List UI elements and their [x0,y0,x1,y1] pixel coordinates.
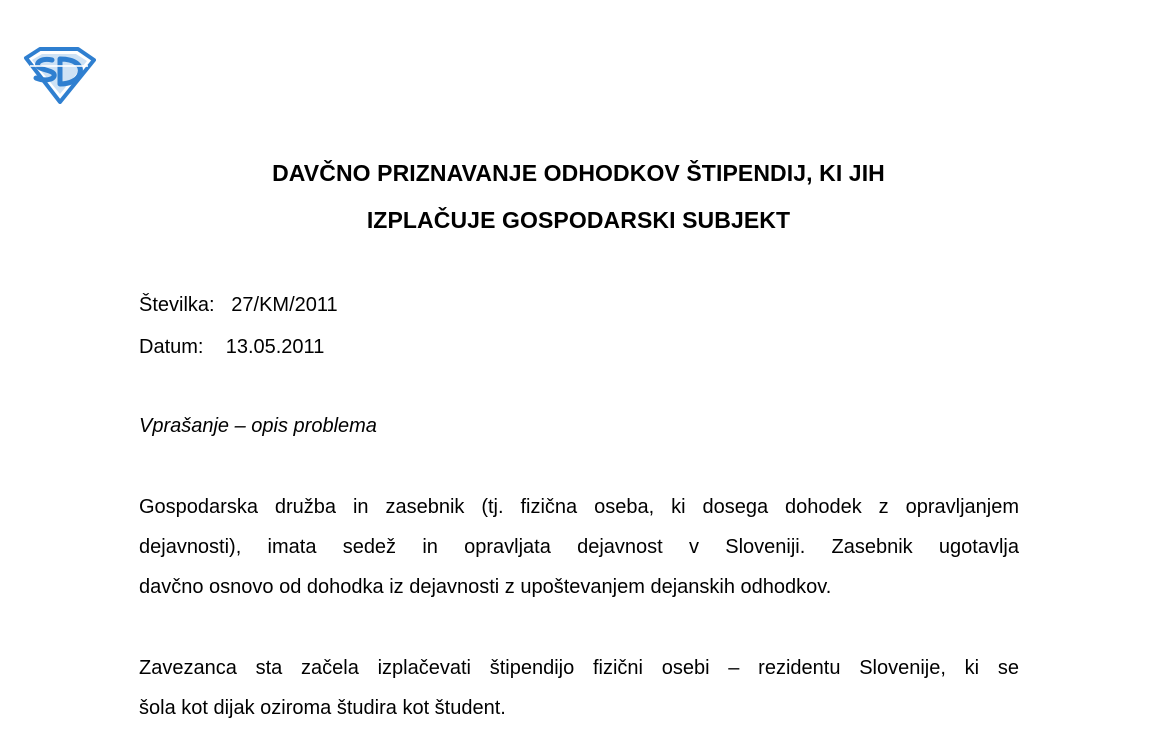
document-title-line-1: DAVČNO PRIZNAVANJE ODHODKOV ŠTIPENDIJ, KI JIH [272,160,885,186]
sd-logo-icon [22,46,96,104]
document-number-value: 27/KM/2011 [231,294,338,316]
sd-logo [22,46,96,104]
paragraph-line: dejavnosti), imata sedež in opravljata dejavnost v Sloveniji. Zasebnik ugotavlja [139,536,1019,558]
paragraph-line: davčno osnovo od dohodka iz dejavnosti z upoštevanjem dejanskih odhodkov. [139,576,832,598]
paragraph-1 [139,487,1019,607]
document-number [139,293,338,317]
document-number-label: Številka: [139,294,215,316]
paragraph-line: Gospodarska družba in zasebnik (tj. fizična oseba, ki dosega dohodek z opravljanjem [139,496,1019,518]
document-date-value: 13.05.2011 [225,336,325,358]
section-heading: Vprašanje – opis problema [139,415,377,437]
document-date [139,335,324,359]
document-title-line-2: IZPLAČUJE GOSPODARSKI SUBJEKT [366,207,791,233]
paragraph-line: šola kot dijak oziroma študira kot študent. [139,697,506,719]
paragraph-line: Zavezanca sta začela izplačevati štipendijo fizični osebi – rezidentu Slovenije, ki se [139,657,1019,679]
paragraph-2 [139,648,1019,728]
document-date-label: Datum: [139,336,204,358]
